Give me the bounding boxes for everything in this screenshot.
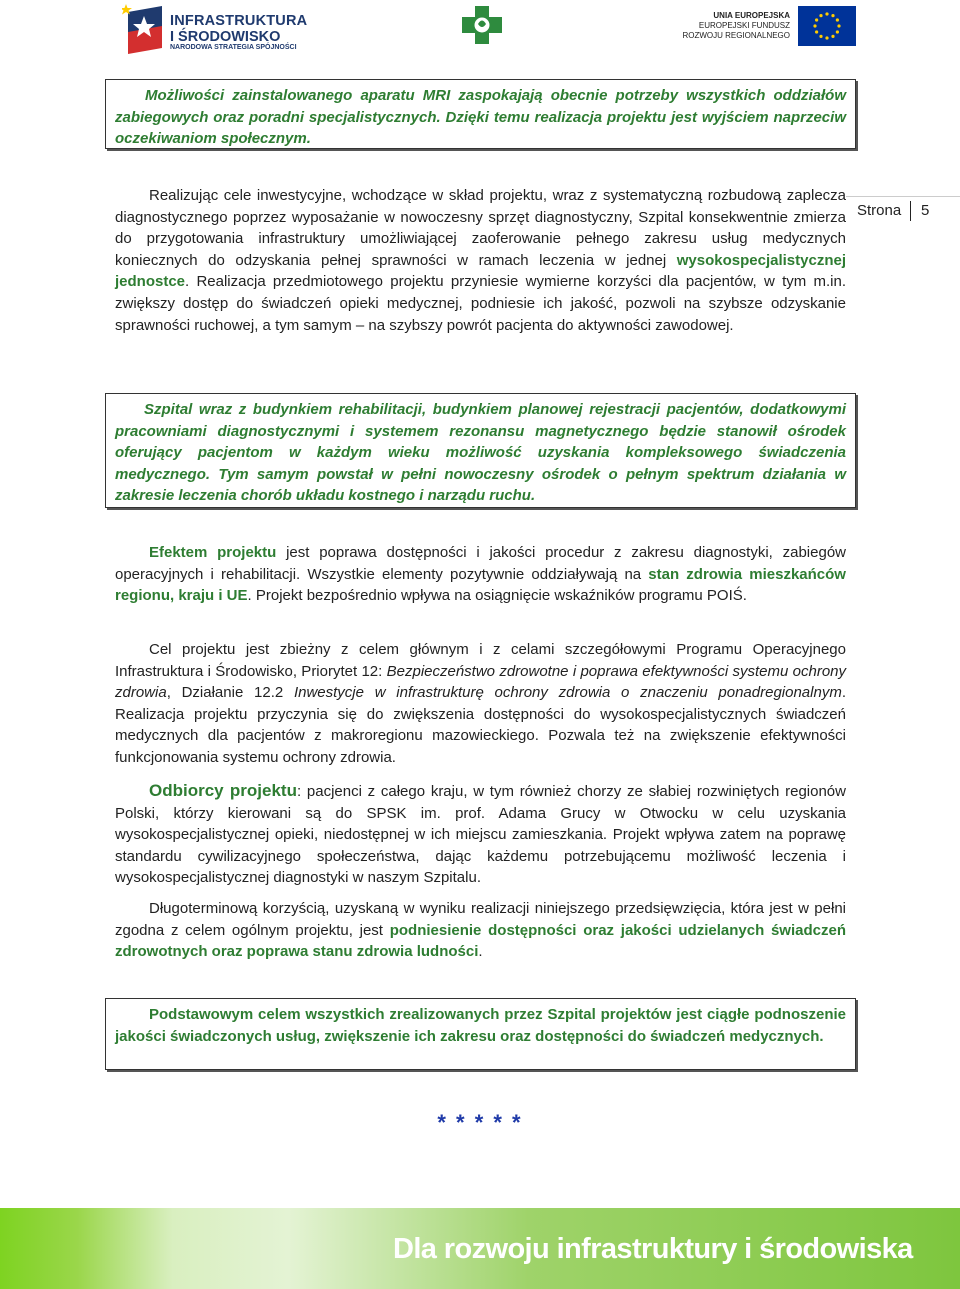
eu-star-icon xyxy=(815,18,818,21)
ue-text-line2: EUROPEJSKI FUNDUSZ xyxy=(698,21,790,30)
callout-box-mri xyxy=(105,79,856,149)
para2-bold: stan zdrowia mieszkańców regionu, kraju i UE xyxy=(115,565,846,605)
eu-flag-icon xyxy=(798,6,856,46)
eu-star-icon xyxy=(831,14,834,17)
para1-text-b: . Realizacja przedmiotowego projektu przyniesie wymierne korzyści dla pacjentów, w tym m.in. zwiększy dostęp do świadczeń opieki medycznej, podniesie ich jakość, pozwoli na szybsze odzyskanie sprawności ruchowej, a tym samym – na szybszy powrót pacjenta do aktywności zawodowej. xyxy=(115,273,846,334)
callout-text: Szpital wraz z budynkiem rehabilitacji, budynkiem planowej rejestracji pacjentów, dodatkowymi pracowniami diagnostycznymi i systemem rezonansu magnetycznego będzie stanowił ośrodek oferujący pacjentom w każdym wieku możliwość uzyskania kompleksowego świadczenia medycznego. Tym samym powstał w pełni nowoczesny ośrodek o pełnym spektrum działania w zakresie leczenia chorób układu kostnego i narządu ruchu. xyxy=(115,401,846,505)
logo-text-line3: NARODOWA STRATEGIA SPÓJNOŚCI xyxy=(170,44,297,51)
paragraph-recipients xyxy=(115,780,846,889)
eu-star-icon xyxy=(825,36,828,39)
eu-star-icon xyxy=(813,24,816,27)
callout-text: Podstawowym celem wszystkich zrealizowanych przez Szpital projektów jest ciągłe podnoszenie jakości świadczonych usług, zwiększenie ich zakresu oraz dostępności do świadczeń medycznych. xyxy=(115,1006,846,1045)
eu-star-icon xyxy=(825,12,828,15)
logo-infrastruktura-i-srodowisko xyxy=(122,2,308,54)
para5-bold: podniesienie dostępności oraz jakości udzielanych świadczeń zdrowotnych oraz poprawa stanu zdrowia ludności xyxy=(115,921,846,961)
eu-star-icon xyxy=(819,35,822,38)
hospital-cross-logo xyxy=(460,4,504,46)
ue-text-line3: ROZWOJU REGIONALNEGO xyxy=(682,31,790,40)
para2-lead: Efektem projektu xyxy=(149,544,277,561)
para1-text-a: Realizując cele inwestycyjne, wchodzące w skład projektu, wraz z systematyczną rozbudową zaplecza diagnostycznego poprzez wyposażanie w nowoczesny sprzęt diagnostyczny, Szpital konsekwentnie zmierza do przygotowania infrastruktury umożliwiającej zaoferowanie pełnego zakresu usług medycznych koniecznych do odzyskania pełnej sprawności w ramach leczenia w jednej xyxy=(115,187,846,269)
callout-text: Możliwości zainstalowanego aparatu MRI zaspokajają obecnie potrzeby wszystkich oddziałów zabiegowych oraz poradni specjalistycznych. Dzięki temu realizacja projektu jest wyjściem naprzeciw oczekiwaniom społecznym. xyxy=(115,87,846,148)
eu-star-icon xyxy=(819,14,822,17)
para3-ital-a: Bezpieczeństwo zdrowotne i poprawa efektywności systemu ochrony zdrowia xyxy=(115,662,846,702)
callout-box-hospital xyxy=(105,393,856,508)
para1-bold: wysokospecjalistycznej jednostce xyxy=(115,251,846,291)
para3-text-c: . Realizacja projektu przyczynia się do zwiększenia dostępności do wysokospecjalistycznych świadczeń medycznych dla pacjentów z makroregionu mazowieckiego. Pozwala też na zwiększenie efektywności funkcjonowania systemu ochrony zdrowia. xyxy=(115,684,846,766)
para2-text-b: . Projekt bezpośrednio wpływa na osiągnięcie wskaźników programu POIŚ. xyxy=(247,587,747,605)
paragraph-goal xyxy=(115,639,846,769)
paragraph-investment xyxy=(115,185,846,336)
eu-star-icon xyxy=(815,30,818,33)
eu-star-icon xyxy=(836,30,839,33)
eu-star-icon xyxy=(837,24,840,27)
section-separator-stars: * * * * * xyxy=(437,1110,523,1135)
paragraph-benefit xyxy=(115,898,846,963)
footer-banner xyxy=(0,1208,960,1289)
para5-text-b: . xyxy=(478,943,483,961)
ue-text-line1: UNIA EUROPEJSKA xyxy=(713,11,790,20)
page-number-label xyxy=(846,196,960,225)
page-label-text: Strona xyxy=(857,202,902,219)
para3-text-b: , Działanie 12.2 xyxy=(166,684,294,702)
para4-lead: Odbiorcy projektu xyxy=(149,781,297,800)
footer-slogan: Dla rozwoju infrastruktury i środowiska xyxy=(393,1233,913,1265)
medical-cross-icon xyxy=(460,4,504,46)
page-label-divider xyxy=(910,201,911,221)
para3-text-a: Cel projektu jest zbieżny z celem głównym i z celami szczegółowymi Programu Operacyjnego Infrastruktura i Środowisko, Priorytet 12: xyxy=(115,641,846,680)
logo-unia-europejska xyxy=(682,6,856,46)
para2-text-a: jest poprawa dostępności i jakości procedur z zakresu diagnostyki, zabiegów operacyjnych i rehabilitacji. Wszystkie elementy pozytywnie oddziaływają na xyxy=(115,544,846,583)
eu-star-icon xyxy=(831,35,834,38)
eu-star-icon xyxy=(836,18,839,21)
page-label-number: 5 xyxy=(921,202,930,219)
logo-text-line2: I ŚRODOWISKO xyxy=(170,29,281,45)
star-flag-icon xyxy=(122,2,168,54)
callout-box-main-goal xyxy=(105,998,856,1070)
para3-ital-b: Inwestycje w infrastrukturę ochrony zdrowia o znaczeniu ponadregionalnym xyxy=(293,684,842,702)
para5-text-a: Długoterminową korzyścią, uzyskaną w wyniku realizacji niniejszego przedsięwzięcia, która jest w pełni zgodna z celem ogólnym projektu, jest xyxy=(115,900,846,939)
para4-text: : pacjenci z całego kraju, w tym również chorzy ze słabiej rozwiniętych regionów Polski, którzy kierowani są do SPSK im. prof. Adama Grucy w Otwocku w celu uzyskania wysokospecjalistycznej opieki, niedostępnej w ich miejscu zamieszkania. Projekt wpływa zatem na poprawę standardu cywilizacyjnego społeczeństwa, dając każdemu potrzebującemu możliwość leczenia i wysokospecjalistycznej diagnostyki w naszym Szpitalu. xyxy=(115,783,846,887)
paragraph-effect xyxy=(115,542,846,607)
logo-text-line1: INFRASTRUKTURA xyxy=(170,13,308,29)
